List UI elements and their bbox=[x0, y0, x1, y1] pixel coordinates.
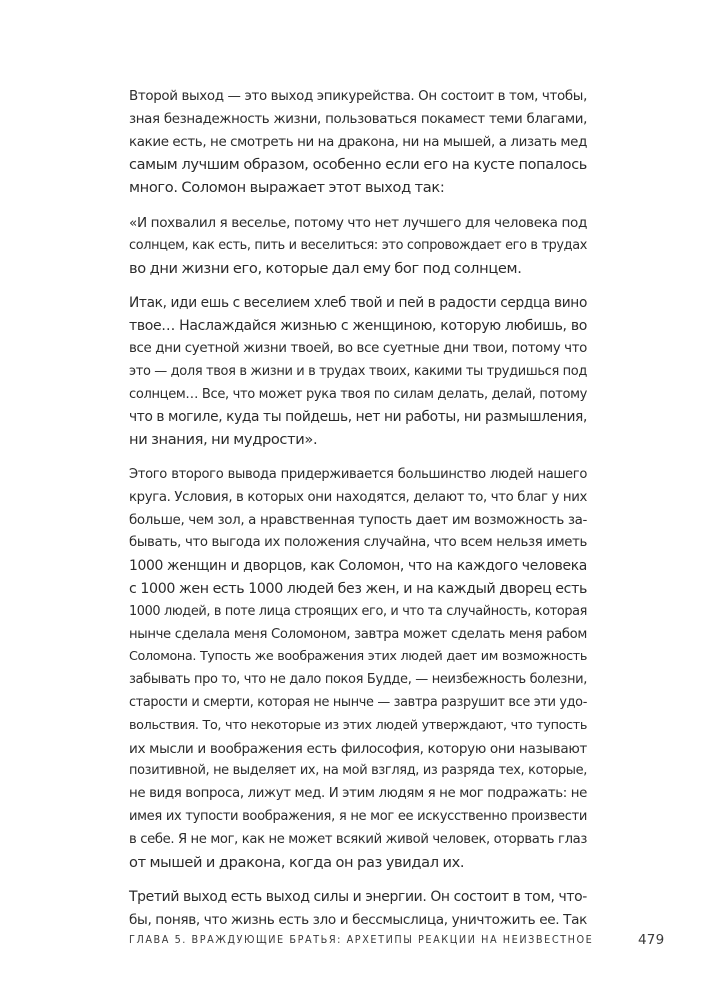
paragraph bbox=[129, 886, 587, 932]
text-line: 1000 людей, в поте лица строящих его, и что та случайность, которая bbox=[129, 603, 587, 619]
text-line: не видя вопроса, лижут мед. И этим людям я не мог подражать: не bbox=[129, 786, 587, 802]
text-line: солнцем, как есть, пить и веселиться: это сопровождает его в трудах bbox=[129, 237, 587, 253]
text-line: от мышей и дракона, когда он раз увидал их. bbox=[129, 853, 465, 871]
text-line: бывать, что выгода их положения случайна, что всем нельзя иметь bbox=[129, 535, 587, 551]
text-line: Второй выход — это выход эпикурейства. Он состоит в том, чтобы, bbox=[129, 89, 587, 104]
text-line: бы, поняв, что жизнь есть зло и бессмыслица, уничтожить ее. Так bbox=[129, 912, 587, 929]
text-line: это — доля твоя в жизни и в трудах твоих, какими ты трудишься под bbox=[129, 363, 587, 379]
paragraph bbox=[129, 86, 587, 200]
text-line: больше, чем зол, а нравственная тупость дает им возможность за- bbox=[129, 512, 587, 528]
text-line: в себе. Я не мог, как не может всякий живой человек, оторвать глаз bbox=[129, 831, 587, 847]
text-line: зная безнадежность жизни, пользоваться покамест теми благами, bbox=[129, 111, 587, 127]
paragraph bbox=[129, 292, 587, 452]
text-line: старости и смерти, которая не нынче — завтра разрушит все эти удо- bbox=[129, 694, 587, 710]
text-line: самым лучшим образом, особенно если его на кусте попалось bbox=[129, 157, 587, 174]
text-line: имея их тупости воображения, я не мог ее искусственно произвести bbox=[129, 808, 587, 824]
text-line: много. Соломон выражает этот выход так: bbox=[129, 179, 445, 197]
text-line: забывать про то, что не дало покоя Будде, — неизбежность болезни, bbox=[129, 672, 587, 688]
text-line: вольствия. То, что некоторые из этих людей утверждают, что тупость bbox=[129, 717, 587, 733]
text-line: позитивной, не выделяет их, на мой взгляд, из разряда тех, которые, bbox=[129, 763, 587, 779]
text-line: с 1000 жен есть 1000 людей без жен, и на каждый дворец есть bbox=[129, 580, 587, 597]
text-line: твое… Наслаждайся жизнью с женщиною, которую любишь, во bbox=[129, 318, 587, 335]
running-title: ГЛАВА 5. ВРАЖДУЮЩИЕ БРАТЬЯ: АРХЕТИПЫ РЕАКЦИИ НА НЕИЗВЕСТНОЕ bbox=[129, 933, 594, 946]
text-line: солнцем… Все, что может рука твоя по силам делать, делай, потому bbox=[129, 386, 587, 402]
text-line: Этого второго вывода придерживается большинство людей нашего bbox=[129, 466, 587, 482]
text-line: все дни суетной жизни твоей, во все суетные дни твои, потому что bbox=[129, 340, 587, 356]
text-line: круга. Условия, в которых они находятся, делают то, что благ у них bbox=[129, 489, 587, 505]
text-line: их мысли и воображения есть философия, которую они называют bbox=[129, 740, 587, 757]
paragraph bbox=[129, 212, 587, 280]
text-line: Итак, иди ешь с веселием хлеб твой и пей в радости сердца вино bbox=[129, 295, 587, 312]
text-line: Третий выход есть выход силы и энергии. Он состоит в том, что- bbox=[129, 889, 587, 906]
text-line: Соломона. Тупость же воображения этих людей дает им возможность bbox=[129, 649, 587, 665]
body-text bbox=[129, 86, 594, 946]
text-line: 1000 женщин и дворцов, как Соломон, что на каждого человека bbox=[129, 558, 587, 575]
paragraph bbox=[129, 464, 587, 874]
text-line: какие есть, не смотреть ни на дракона, ни на мышей, а лизать мед bbox=[129, 134, 587, 150]
text-line: во дни жизни его, которые дал ему бог под солнцем. bbox=[129, 259, 522, 277]
text-line: нынче сделала меня Соломоном, завтра может сделать меня рабом bbox=[129, 626, 587, 642]
page-number: 479 bbox=[638, 932, 665, 948]
text-line: что в могиле, куда ты пойдешь, нет ни работы, ни размышления, bbox=[129, 409, 587, 426]
text-line: «И похвалил я веселье, потому что нет лучшего для человека под bbox=[129, 214, 587, 231]
text-line: ни знания, ни мудрости». bbox=[129, 431, 318, 449]
